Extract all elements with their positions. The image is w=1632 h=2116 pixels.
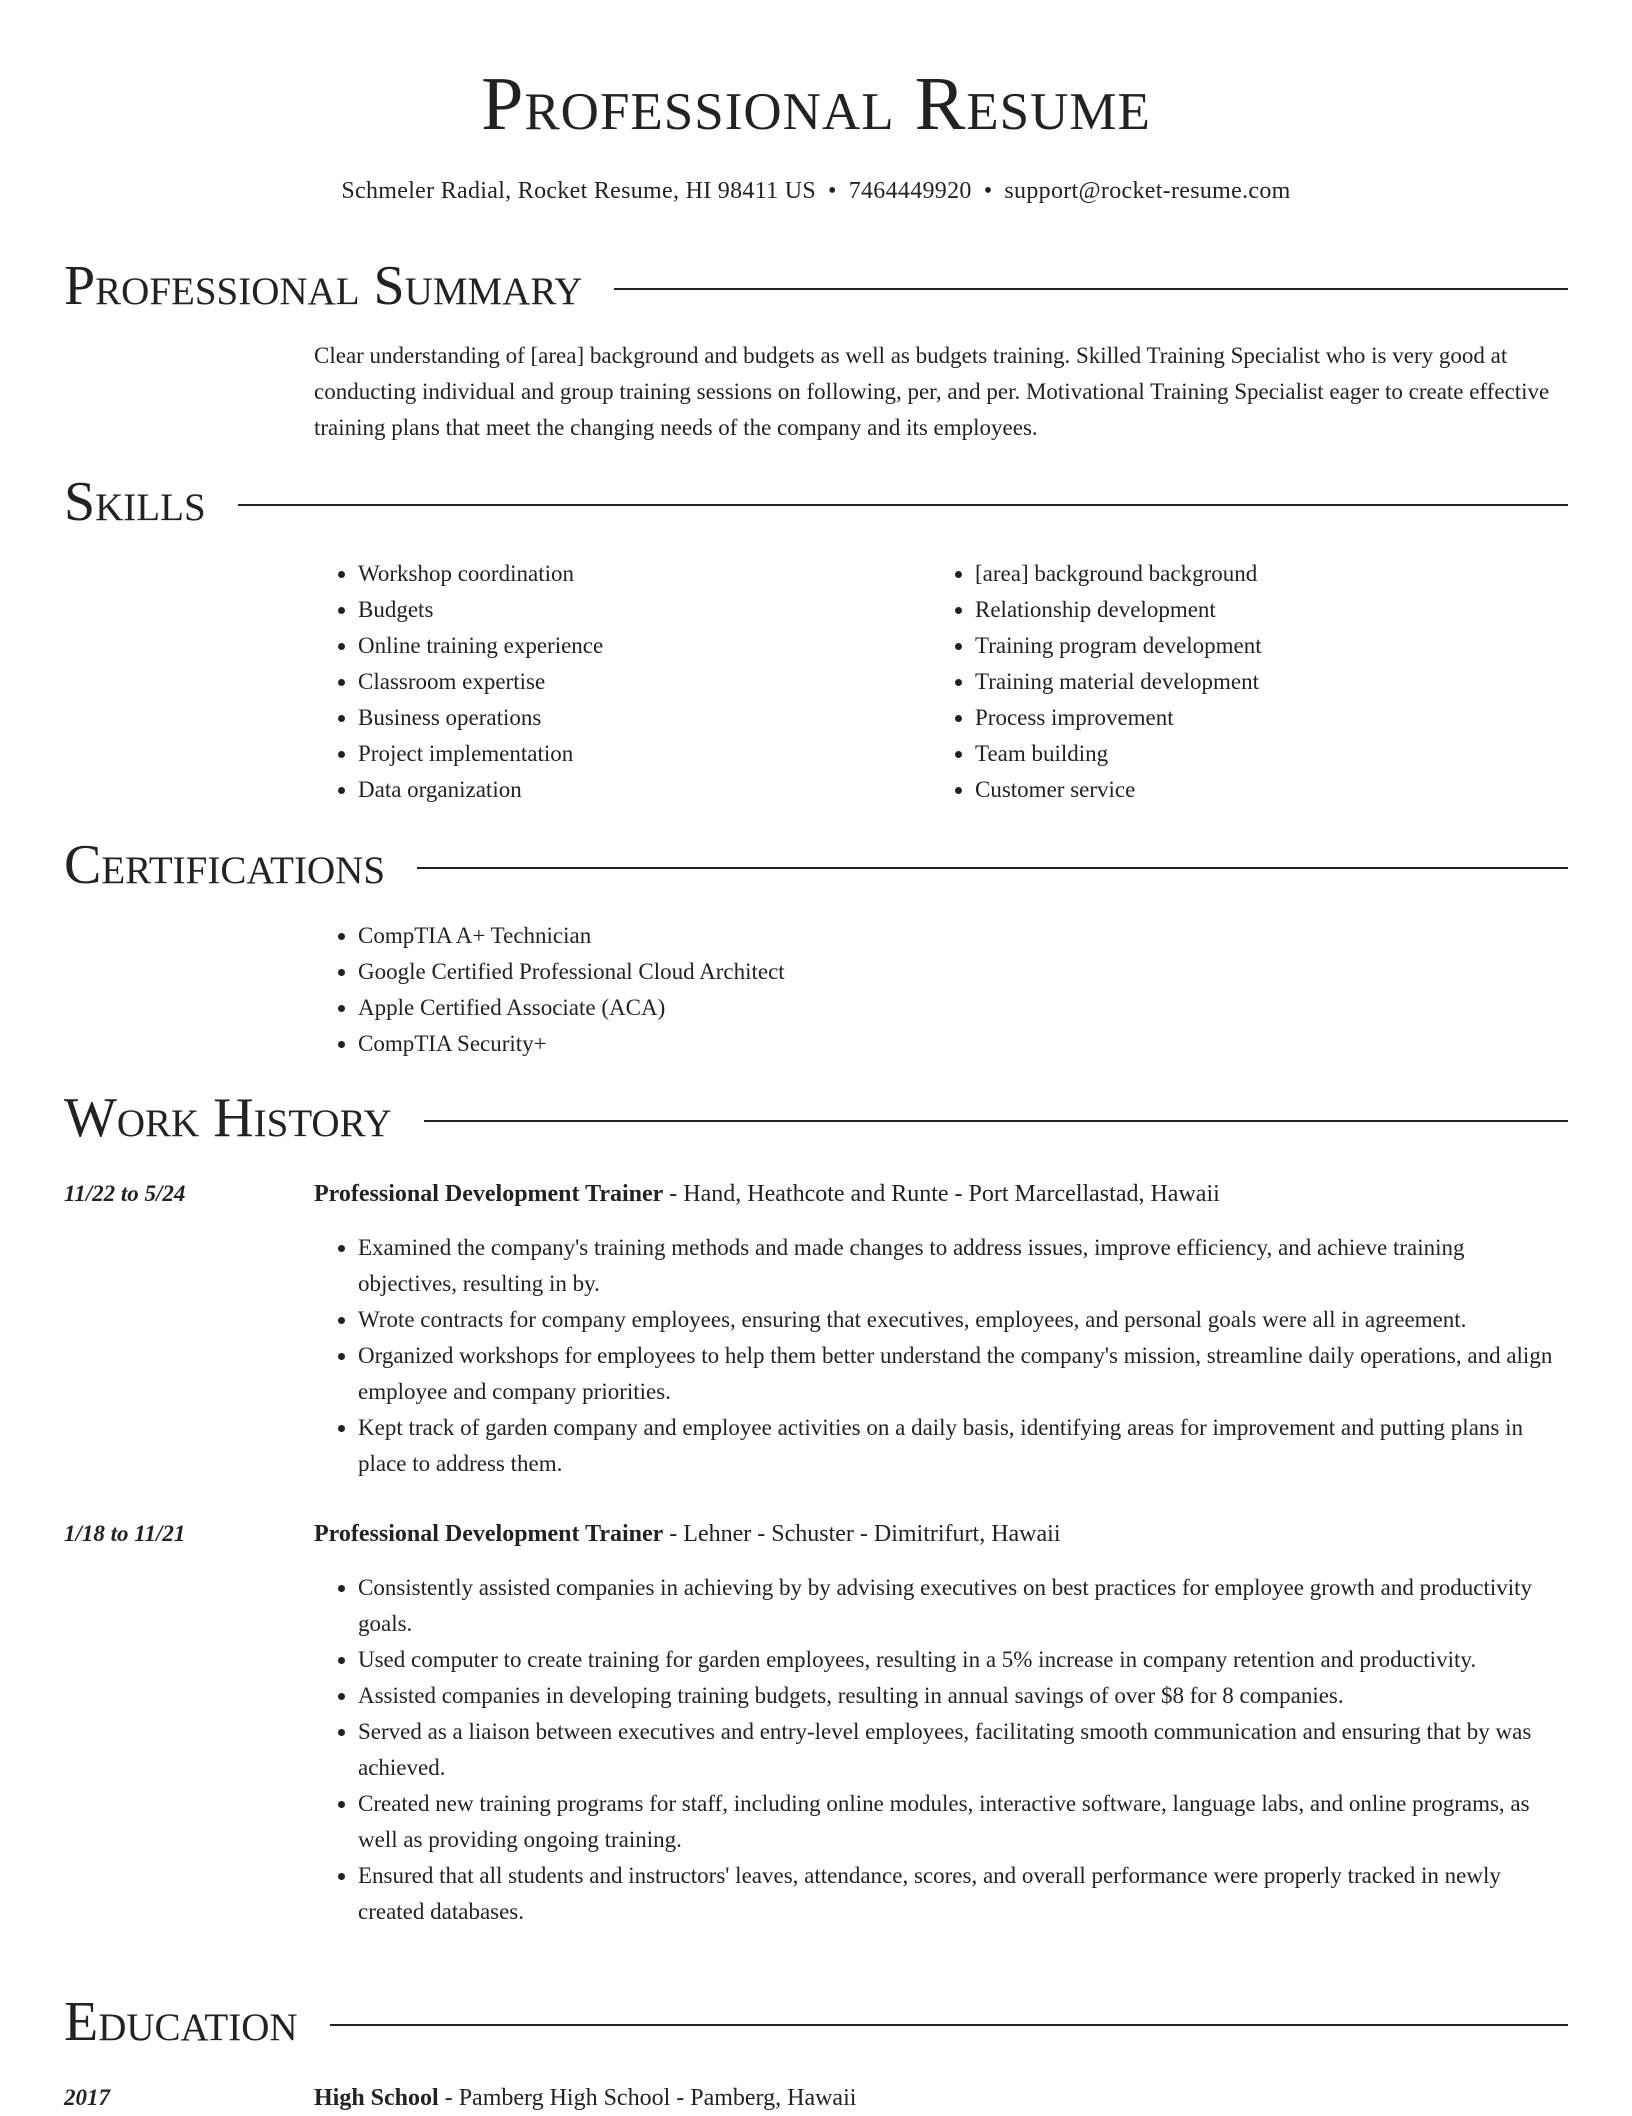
education-header — [314, 2080, 1568, 2116]
job-header — [314, 1516, 1568, 1552]
job-duty: • Created new training programs for staff, including online modules, interactive software, language labs, and online programs, as well as providing ongoing training. — [358, 1786, 1564, 1858]
job-dates: 1/18 to 11/21 — [64, 1521, 186, 1546]
job-duty: • Assisted companies in developing training budgets, resulting in annual savings of over $8 for 8 companies. — [358, 1678, 1564, 1714]
education-degree: High School — [314, 2085, 439, 2111]
skills-list-right — [931, 556, 1531, 808]
skill-item: • Training material development — [975, 664, 1531, 700]
job-duties — [314, 1570, 1564, 1930]
education-year: 2017 — [64, 2085, 110, 2110]
section-heading-summary — [64, 256, 1568, 316]
certification-item: • Google Certified Professional Cloud Architect — [358, 954, 1568, 990]
section-heading-work-history — [64, 1088, 1568, 1148]
job-duty: • Served as a liaison between executives and entry-level employees, facilitating smooth communication and ensuring that by was achieved. — [358, 1714, 1564, 1786]
job-duties-list — [314, 1230, 1564, 1482]
skill-item: • Team building — [975, 736, 1531, 772]
certification-item: • Apple Certified Associate (ACA) — [358, 990, 1568, 1026]
contact-address: Schmeler Radial, Rocket Resume, HI 98411 US — [341, 178, 816, 204]
section-divider — [238, 504, 1568, 506]
skill-item: • Online training experience — [358, 628, 914, 664]
resume-title: Professional Resume — [481, 62, 1151, 146]
certifications-block — [314, 918, 1568, 1062]
skills-column-right — [931, 556, 1531, 808]
section-divider — [417, 867, 1568, 869]
section-title-summary: Professional Summary — [64, 255, 583, 317]
summary-paragraph: Clear understanding of [area] background and budgets as well as budgets training. Skilled Training Specialist who is very good at conducting individual and group training sessions on following, per, and per. Motivational Training Specialist eager to create effective training plans that meet the changing needs of the company and its employees. — [314, 343, 1550, 440]
certification-item: • CompTIA Security+ — [358, 1026, 1568, 1062]
job-title: Professional Development Trainer — [314, 1181, 664, 1207]
skill-item: • Workshop coordination — [358, 556, 914, 592]
skills-list-left — [314, 556, 914, 808]
skill-item: • Budgets — [358, 592, 914, 628]
contact-phone: 7464449920 — [848, 178, 972, 204]
skill-item: • Training program development — [975, 628, 1531, 664]
section-divider — [424, 1120, 1568, 1122]
skill-item: • Relationship development — [975, 592, 1531, 628]
job-duty: • Wrote contracts for company employees, ensuring that executives, employees, and personal goals were all in agreement. — [358, 1302, 1564, 1338]
certifications-list — [314, 918, 1568, 1062]
skill-item: • [area] background background — [975, 556, 1531, 592]
job-duty: • Used computer to create training for garden employees, resulting in a 5% increase in company retention and productivity. — [358, 1642, 1564, 1678]
job-duty: • Kept track of garden company and employee activities on a daily basis, identifying areas for improvement and putting plans in place to address them. — [358, 1410, 1564, 1482]
skills-column-left — [314, 556, 914, 808]
section-divider — [330, 2024, 1568, 2026]
job-duty: • Ensured that all students and instructors' leaves, attendance, scores, and overall performance were properly tracked in newly created databases. — [358, 1858, 1564, 1930]
section-heading-certifications — [64, 835, 1568, 895]
job-company-location: - Hand, Heathcote and Runte - Port Marcellastad, Hawaii — [663, 1181, 1220, 1207]
skill-item: • Process improvement — [975, 700, 1531, 736]
section-title-certifications: Certifications — [64, 834, 386, 896]
contact-email: support@rocket-resume.com — [1004, 178, 1291, 204]
skill-item: • Business operations — [358, 700, 914, 736]
job-company-location: - Lehner - Schuster - Dimitrifurt, Hawaii — [663, 1521, 1061, 1547]
job-duty: • Organized workshops for employees to help them better understand the company's mission, streamline daily operations, and align employee and company priorities. — [358, 1338, 1564, 1410]
section-heading-education — [64, 1992, 1568, 2052]
contact-line — [0, 176, 1632, 206]
education-entry — [64, 2080, 1568, 2112]
skill-item: • Project implementation — [358, 736, 914, 772]
job-duty: • Consistently assisted companies in achieving by by advising executives on best practices for employee growth and productivity goals. — [358, 1570, 1564, 1642]
job-title: Professional Development Trainer — [314, 1521, 664, 1547]
section-divider — [614, 288, 1568, 290]
job-duties — [314, 1230, 1564, 1482]
skill-item: • Data organization — [358, 772, 914, 808]
section-title-work-history: Work History — [64, 1087, 392, 1149]
education-school-location: - Pamberg High School - Pamberg, Hawaii — [438, 2085, 857, 2111]
contact-separator: • — [983, 178, 993, 204]
section-heading-skills — [64, 472, 1568, 532]
job-header — [314, 1176, 1568, 1212]
section-title-education: Education — [64, 1991, 298, 2053]
job-duties-list — [314, 1570, 1564, 1930]
job-duty: • Examined the company's training methods and made changes to address issues, improve efficiency, and achieve training objectives, resulting in by. — [358, 1230, 1564, 1302]
skill-item: • Customer service — [975, 772, 1531, 808]
section-title-skills: Skills — [64, 471, 206, 533]
job-dates: 11/22 to 5/24 — [64, 1181, 186, 1206]
skill-item: • Classroom expertise — [358, 664, 914, 700]
contact-separator: • — [828, 178, 837, 204]
certification-item: • CompTIA A+ Technician — [358, 918, 1568, 954]
